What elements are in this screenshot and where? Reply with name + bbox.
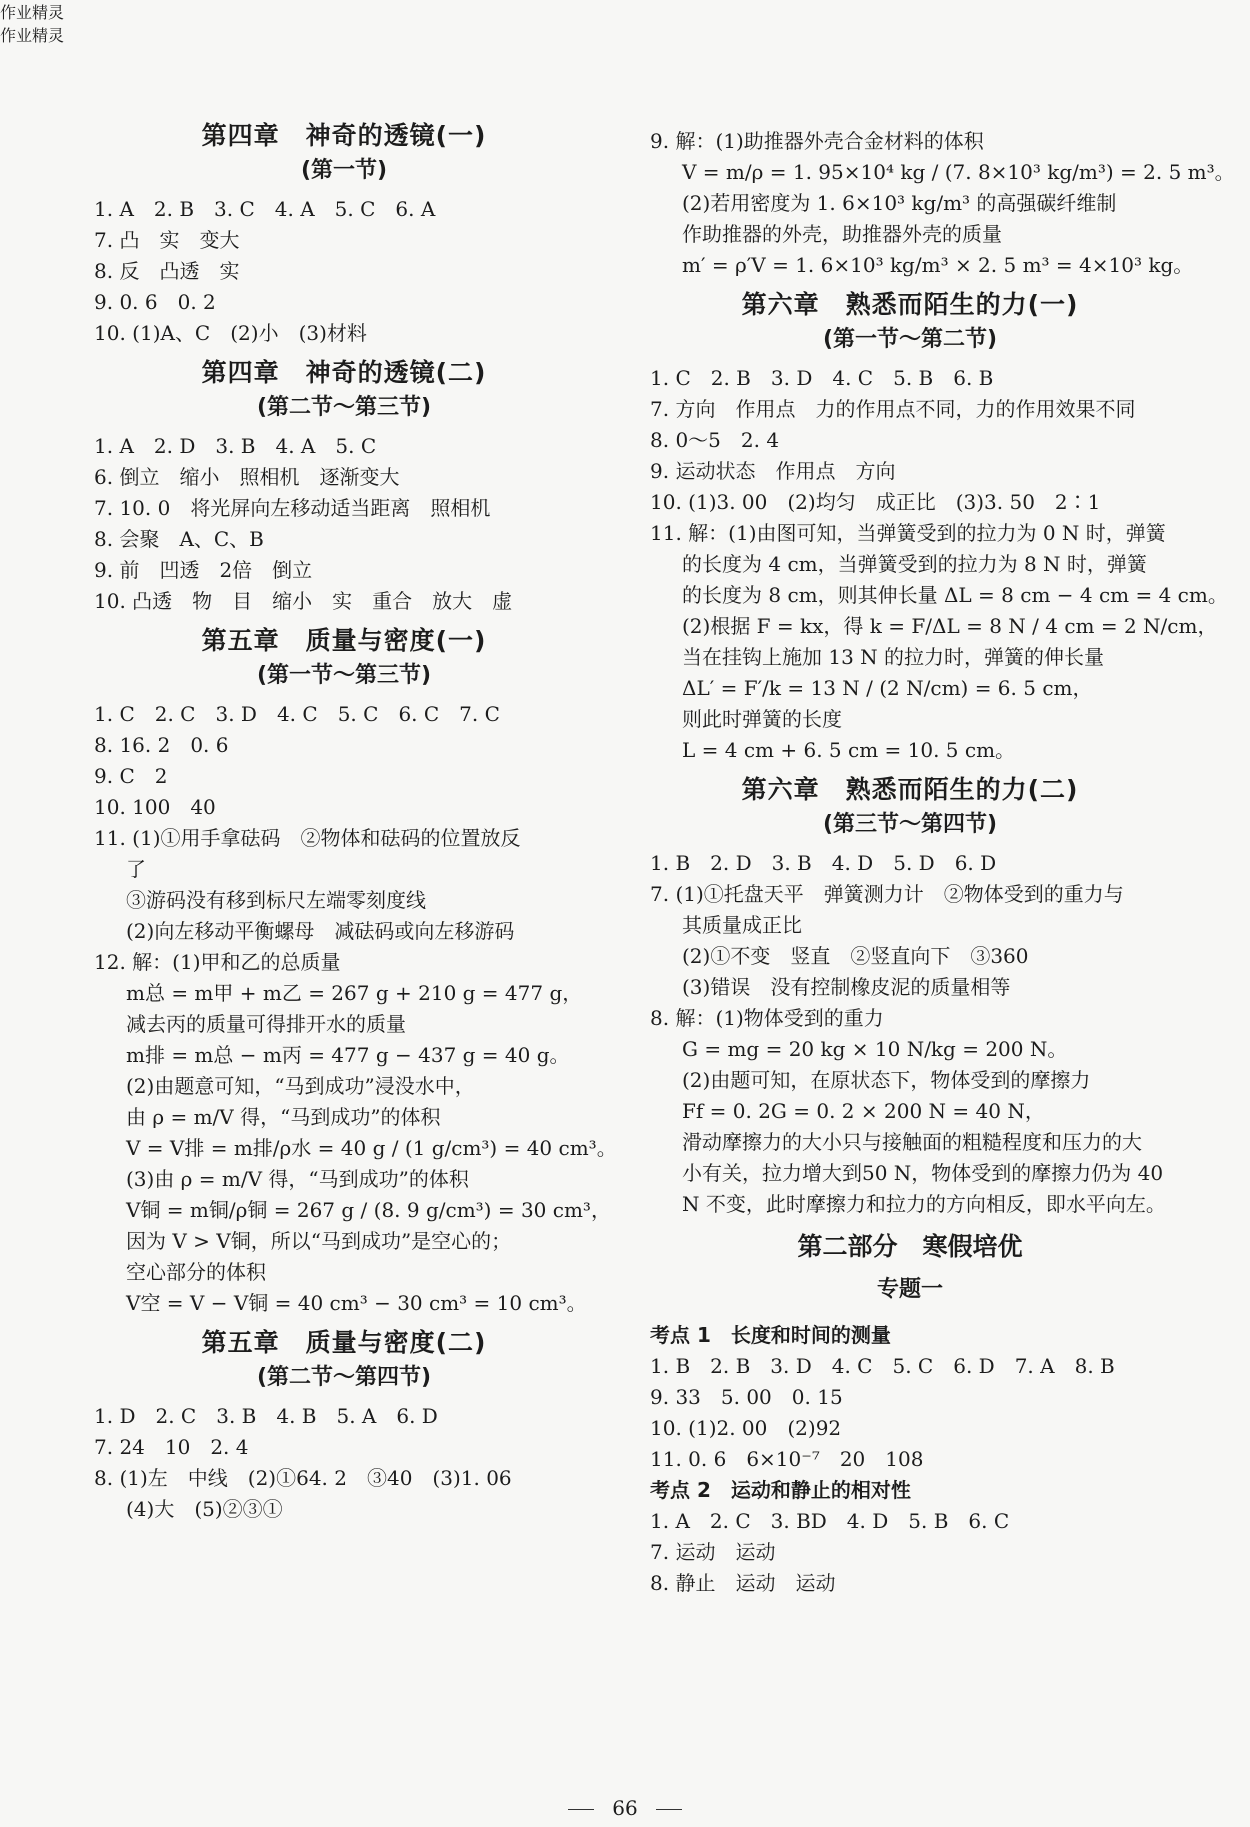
watermark-text: 作业精灵 xyxy=(0,3,65,22)
answer-line: 11. 0. 6 6×10⁻⁷ 20 108 xyxy=(650,1447,924,1471)
answer-line: 7. 10. 0 将光屏向左移动适当距离 照相机 xyxy=(94,496,491,520)
answer-line: 空心部分的体积 xyxy=(126,1260,266,1284)
answer-line: N 不变，此时摩擦力和拉力的方向相反，即水平向左。 xyxy=(682,1192,1166,1216)
answer-line: (2)根据 F = kx，得 k = F/ΔL = 8 N / 4 cm = 2 N/cm， xyxy=(682,614,1218,638)
chapter-section xyxy=(650,287,1228,766)
answer-line: 11. (1)①用手拿砝码 ②物体和砝码的位置放反 xyxy=(94,826,521,850)
page-number-text: 66 xyxy=(612,1796,638,1820)
chapter-title: 第四章 神奇的透镜(一) xyxy=(201,121,487,150)
dash-left xyxy=(568,1809,594,1810)
chapter-section xyxy=(94,355,594,617)
right-sections xyxy=(650,287,1228,1220)
answer-line: 滑动摩擦力的大小只与接触面的粗糙程度和压力的大 xyxy=(682,1130,1142,1154)
answer-line: 8. 会聚 A、C、B xyxy=(94,527,264,551)
answer-line: (2)由题可知，在原状态下，物体受到的摩擦力 xyxy=(682,1068,1091,1092)
answer-line: 7. 24 10 2. 4 xyxy=(94,1435,249,1459)
answer-line: 的长度为 8 cm，则其伸长量 ΔL = 8 cm − 4 cm = 4 cm。 xyxy=(682,583,1228,607)
answer-line: 9. 解：(1)助推器外壳合金材料的体积 xyxy=(650,129,984,153)
chapter-subtitle: (第一节～第三节) xyxy=(256,663,432,688)
answer-line: 10. 100 40 xyxy=(94,795,216,819)
chapter-title: 第六章 熟悉而陌生的力(一) xyxy=(741,290,1079,319)
answer-line: m′ = ρ′V = 1. 6×10³ kg/m³ × 2. 5 m³ = 4×10³ kg。 xyxy=(682,253,1194,277)
answer-line: 7. 方向 作用点 力的作用点不同，力的作用效果不同 xyxy=(650,397,1136,421)
answer-line: 8. 0～5 2. 4 xyxy=(650,428,780,452)
answer-line: 1. B 2. B 3. D 4. C 5. C 6. D 7. A 8. B xyxy=(650,1354,1115,1378)
answer-line: (2)①不变 竖直 ②竖直向下 ③360 xyxy=(682,944,1029,968)
kaodian-block xyxy=(650,1475,1170,1599)
answer-line: 10. 凸透 物 目 缩小 实 重合 放大 虚 xyxy=(94,589,513,613)
answer-line: 8. 解：(1)物体受到的重力 xyxy=(650,1006,884,1030)
chapter-title: 第四章 神奇的透镜(二) xyxy=(201,358,487,387)
kaodian-list xyxy=(650,1320,1170,1599)
answer-block-9 xyxy=(650,126,1235,281)
answer-line: ③游码没有移到标尺左端零刻度线 xyxy=(126,888,426,912)
answer-line: 了 xyxy=(126,857,146,881)
answer-line: 1. C 2. B 3. D 4. C 5. B 6. B xyxy=(650,366,994,390)
answer-line: 当在挂钩上施加 13 N 的拉力时，弹簧的伸长量 xyxy=(682,645,1105,669)
chapter-subtitle: (第一节～第二节) xyxy=(822,327,998,352)
answer-line: V = V排 = m排/ρ水 = 40 g / (1 g/cm³) = 40 cm³。 xyxy=(126,1136,617,1160)
answer-line: (2)由题意可知，“马到成功”浸没水中， xyxy=(126,1074,475,1098)
answer-line: 9. 0. 6 0. 2 xyxy=(94,290,216,314)
kaodian-label: 考点 2 运动和静止的相对性 xyxy=(650,1478,911,1502)
answer-line: 8. (1)左 中线 (2)①64. 2 ③40 (3)1. 06 xyxy=(94,1466,512,1490)
chapter-title: 第六章 熟悉而陌生的力(二) xyxy=(741,775,1079,804)
answer-line: 1. A 2. D 3. B 4. A 5. C xyxy=(94,434,377,458)
watermark-layer xyxy=(0,0,1250,46)
answer-line: 其质量成正比 xyxy=(682,913,802,937)
answer-line: 9. 运动状态 作用点 方向 xyxy=(650,459,896,483)
answer-line: 10. (1)A、C (2)小 (3)材料 xyxy=(94,321,367,345)
chapter-section xyxy=(94,118,594,349)
answer-line: V铜 = m铜/ρ铜 = 267 g / (8. 9 g/cm³) = 30 cm³， xyxy=(126,1198,611,1222)
answer-line: m总 = m甲 + m乙 = 267 g + 210 g = 477 g， xyxy=(126,981,583,1005)
answer-line: 因为 V > V铜，所以“马到成功”是空心的； xyxy=(126,1229,512,1253)
answer-line: G = mg = 20 kg × 10 N/kg = 200 N。 xyxy=(682,1037,1068,1061)
answer-line: 则此时弹簧的长度 xyxy=(682,707,842,731)
answer-line: 8. 反 凸透 实 xyxy=(94,259,240,283)
answer-line: 7. (1)①托盘天平 弹簧测力计 ②物体受到的重力与 xyxy=(650,882,1124,906)
chapter-title: 第五章 质量与密度(一) xyxy=(201,626,487,655)
answer-line: 9. C 2 xyxy=(94,764,168,788)
answer-line: ΔL′ = F′/k = 13 N / (2 N/cm) = 6. 5 cm， xyxy=(682,676,1093,700)
answer-line: 由 ρ = m/V 得，“马到成功”的体积 xyxy=(126,1105,441,1129)
answer-line: 1. D 2. C 3. B 4. B 5. A 6. D xyxy=(94,1404,438,1428)
answer-line: (2)向左移动平衡螺母 减砝码或向左移游码 xyxy=(126,919,515,943)
dash-right xyxy=(656,1809,682,1810)
answer-line: 10. (1)2. 00 (2)92 xyxy=(650,1416,842,1440)
chapter-subtitle: (第二节～第三节) xyxy=(256,395,432,420)
answer-line: (3)由 ρ = m/V 得，“马到成功”的体积 xyxy=(126,1167,469,1191)
answer-line: 1. A 2. C 3. BD 4. D 5. B 6. C xyxy=(650,1509,1010,1533)
part-title: 第二部分 寒假培优 xyxy=(797,1232,1023,1261)
answer-line: V = m/ρ = 1. 95×10⁴ kg / (7. 8×10³ kg/m³) = 2. 5 m³。 xyxy=(682,160,1235,184)
answer-line: m排 = m总 − m丙 = 477 g − 437 g = 40 g。 xyxy=(126,1043,570,1067)
answer-line: 8. 16. 2 0. 6 xyxy=(94,733,229,757)
answer-line: 12. 解：(1)甲和乙的总质量 xyxy=(94,950,341,974)
answer-line: Ff = 0. 2G = 0. 2 × 200 N = 40 N， xyxy=(682,1099,1045,1123)
answer-line: (4)大 (5)②③① xyxy=(126,1497,283,1521)
answer-line: 8. 静止 运动 运动 xyxy=(650,1571,836,1595)
page-number xyxy=(0,1796,1250,1820)
watermark-text: 作业精灵 xyxy=(0,26,65,45)
chapter-section xyxy=(94,1325,594,1525)
answer-line: 7. 运动 运动 xyxy=(650,1540,776,1564)
answer-line: 1. B 2. D 3. B 4. D 5. D 6. D xyxy=(650,851,997,875)
answer-line: 9. 前 凹透 2倍 倒立 xyxy=(94,558,313,582)
kaodian-label: 考点 1 长度和时间的测量 xyxy=(650,1323,891,1347)
answer-line: 9. 33 5. 00 0. 15 xyxy=(650,1385,843,1409)
topic-title: 专题一 xyxy=(876,1277,943,1302)
answer-line: 的长度为 4 cm，当弹簧受到的拉力为 8 N 时，弹簧 xyxy=(682,552,1147,576)
chapter-subtitle: (第三节～第四节) xyxy=(822,812,998,837)
left-column xyxy=(94,118,617,1531)
chapter-section xyxy=(650,772,1170,1220)
answer-line: (3)错误 没有控制橡皮泥的质量相等 xyxy=(682,975,1011,999)
answer-line: 11. 解：(1)由图可知，当弹簧受到的拉力为 0 N 时，弹簧 xyxy=(650,521,1166,545)
chapter-section xyxy=(94,623,617,1319)
chapter-subtitle: (第一节) xyxy=(300,158,388,183)
answer-line: 1. A 2. B 3. C 4. A 5. C 6. A xyxy=(94,197,436,221)
chapter-title: 第五章 质量与密度(二) xyxy=(201,1328,487,1357)
answer-line: 1. C 2. C 3. D 4. C 5. C 6. C 7. C xyxy=(94,702,500,726)
chapter-subtitle: (第二节～第四节) xyxy=(256,1365,432,1390)
answer-line: (2)若用密度为 1. 6×10³ kg/m³ 的高强碳纤维制 xyxy=(682,191,1117,215)
answer-line: 减去丙的质量可得排开水的质量 xyxy=(126,1012,406,1036)
answer-line: 小有关，拉力增大到50 N，物体受到的摩擦力仍为 40 xyxy=(682,1161,1164,1185)
answer-line: 7. 凸 实 变大 xyxy=(94,228,240,252)
answer-line: L = 4 cm + 6. 5 cm = 10. 5 cm。 xyxy=(682,738,1016,762)
answer-line: 10. (1)3. 00 (2)均匀 成正比 (3)3. 50 2∶1 xyxy=(650,490,1101,514)
kaodian-block xyxy=(650,1320,1170,1475)
right-column xyxy=(650,126,1235,1599)
answer-line: 作助推器的外壳，助推器外壳的质量 xyxy=(682,222,1002,246)
answer-line: 6. 倒立 缩小 照相机 逐渐变大 xyxy=(94,465,400,489)
answer-line: V空 = V − V铜 = 40 cm³ − 30 cm³ = 10 cm³。 xyxy=(126,1291,587,1315)
